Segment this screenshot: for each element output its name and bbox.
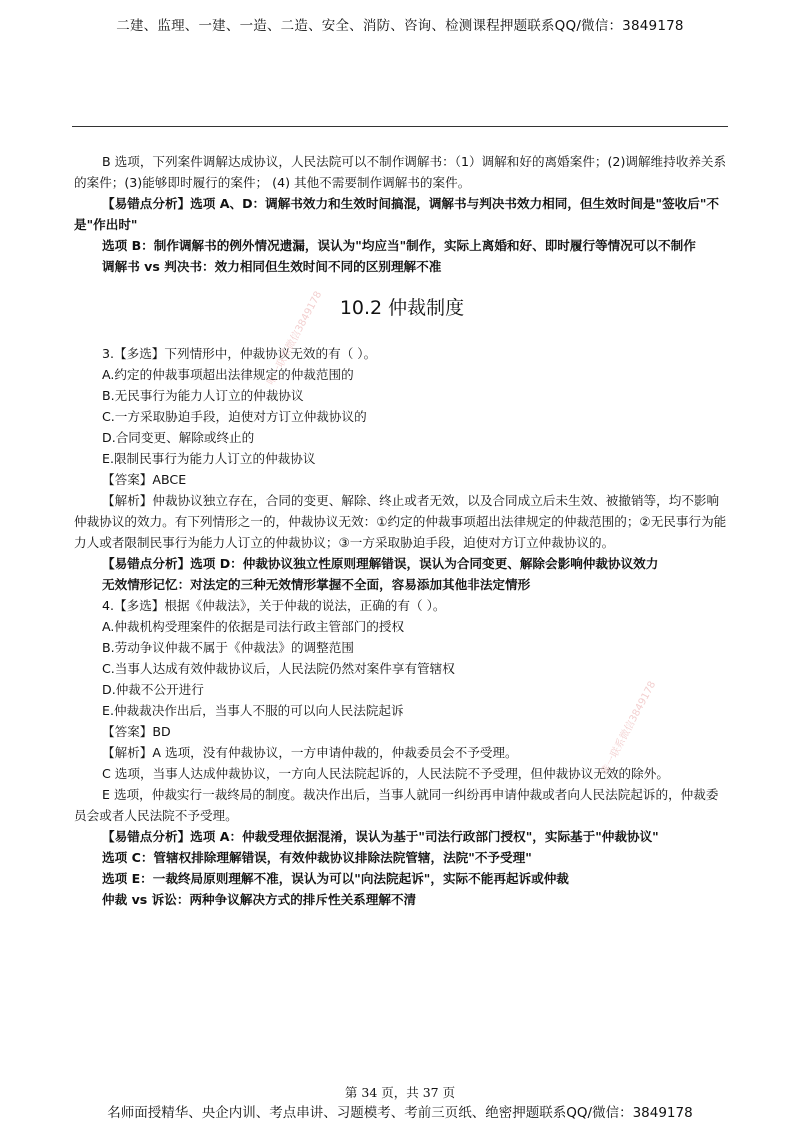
q4-answer: 【答案】BD [102, 724, 171, 739]
q4-option-d: D.仲裁不公开进行 [102, 682, 204, 697]
section-title: 10.2 仲裁制度 [339, 297, 465, 319]
q4-analysis-c: C 选项，当事人达成仲裁协议，一方向人民法院起诉的，人民法院不予受理，但仲裁协议无效的除外。 [102, 766, 669, 781]
watermark-stamp: 唯一联系微信3849178 [599, 679, 659, 778]
q3-option-e: E.限制民事行为能力人订立的仲裁协议 [102, 451, 316, 466]
q4-error-c: 选项 C：管辖权排除理解错误，有效仲裁协议排除法院管辖，法院"不予受理" [102, 850, 532, 865]
q4-option-a: A.仲裁机构受理案件的依据是司法行政主管部门的授权 [102, 619, 405, 634]
page-content [74, 151, 730, 910]
q4-analysis-e: E 选项，仲裁实行一裁终局的制度。裁决作出后，当事人就同一纠纷再申请仲裁或者向人民法院起诉的，仲裁委员会或者人民法院不予受理。 [74, 787, 719, 823]
q4-option-e: E.仲裁裁决作出后，当事人不服的可以向人民法院起诉 [102, 703, 404, 718]
q3-error-memory: 无效情形记忆：对法定的三种无效情形掌握不全面，容易添加其他非法定情形 [102, 577, 531, 592]
q4-analysis-a: 【解析】A 选项，没有仲裁协议，一方申请仲裁的，仲裁委员会不予受理。 [102, 745, 518, 760]
q3-option-d: D.合同变更、解除或终止的 [102, 430, 255, 445]
error-analysis-b: 选项 B：制作调解书的例外情况遗漏，误认为"均应当"制作，实际上离婚和好、即时履行等情况可以不制作 [102, 238, 696, 253]
header-divider [72, 126, 728, 127]
q4-stem: 4.【多选】根据《仲裁法》，关于仲裁的说法，正确的有（ ）。 [102, 598, 446, 613]
q4-option-c: C.当事人达成有效仲裁协议后，人民法院仍然对案件享有管辖权 [102, 661, 455, 676]
compare-note: 调解书 vs 判决书：效力相同但生效时间不同的区别理解不准 [102, 259, 442, 274]
q4-error-a: 【易错点分析】选项 A：仲裁受理依据混淆，误认为基于"司法行政部门授权"，实际基于"仲裁协议" [102, 829, 659, 844]
q3-stem: 3.【多选】下列情形中，仲裁协议无效的有（ ）。 [102, 346, 377, 361]
q4-compare-note: 仲裁 vs 诉讼：两种争议解决方式的排斥性关系理解不清 [102, 892, 417, 907]
page-number: 第 34 页，共 37 页 [344, 1085, 456, 1100]
watermark-stamp: 唯一联系微信3849178 [265, 289, 325, 388]
b-option-text: B 选项，下列案件调解达成协议，人民法院可以不制作调解书：（1）调解和好的离婚案件；(2)调解维持收养关系的案件；(3)能够即时履行的案件； (4) 其他不需要制作调解书的案件。 [74, 154, 727, 190]
q4-error-e: 选项 E：一裁终局原则理解不准，误认为可以"向法院起诉"，实际不能再起诉或仲裁 [102, 871, 569, 886]
q3-error-d: 【易错点分析】选项 D：仲裁协议独立性原则理解错误，误认为合同变更、解除会影响仲裁协议效力 [102, 556, 659, 571]
q4-option-b: B.劳动争议仲裁不属于《仲裁法》的调整范围 [102, 640, 354, 655]
page-header: 二建、监理、一建、一造、二造、安全、消防、咨询、检测课程押题联系QQ/微信：3849178 [116, 18, 684, 34]
q3-analysis: 【解析】仲裁协议独立存在，合同的变更、解除、终止或者无效，以及合同成立后未生效、被撤销等，均不影响仲裁协议的效力。有下列情形之一的，仲裁协议无效：①约定的仲裁事项超出法律规定的仲裁范围的；②无民事行为能力人或者限制民事行为能力人订立的仲裁协议；③一方采取胁迫手段，迫使对方订立仲裁协议的。 [74, 493, 727, 550]
q3-option-b: B.无民事行为能力人订立的仲裁协议 [102, 388, 304, 403]
footer-note: 名师面授精华、央企内训、考点串讲、习题模考、考前三页纸、绝密押题联系QQ/微信：3849178 [107, 1105, 693, 1121]
q3-option-c: C.一方采取胁迫手段，迫使对方订立仲裁协议的 [102, 409, 367, 424]
q3-option-a: A.约定的仲裁事项超出法律规定的仲裁范围的 [102, 367, 354, 382]
q3-answer: 【答案】ABCE [102, 472, 187, 487]
error-analysis-ad: 【易错点分析】选项 A、D：调解书效力和生效时间搞混，调解书与判决书效力相同，但生效时间是"签收后"不是"作出时" [74, 196, 720, 232]
